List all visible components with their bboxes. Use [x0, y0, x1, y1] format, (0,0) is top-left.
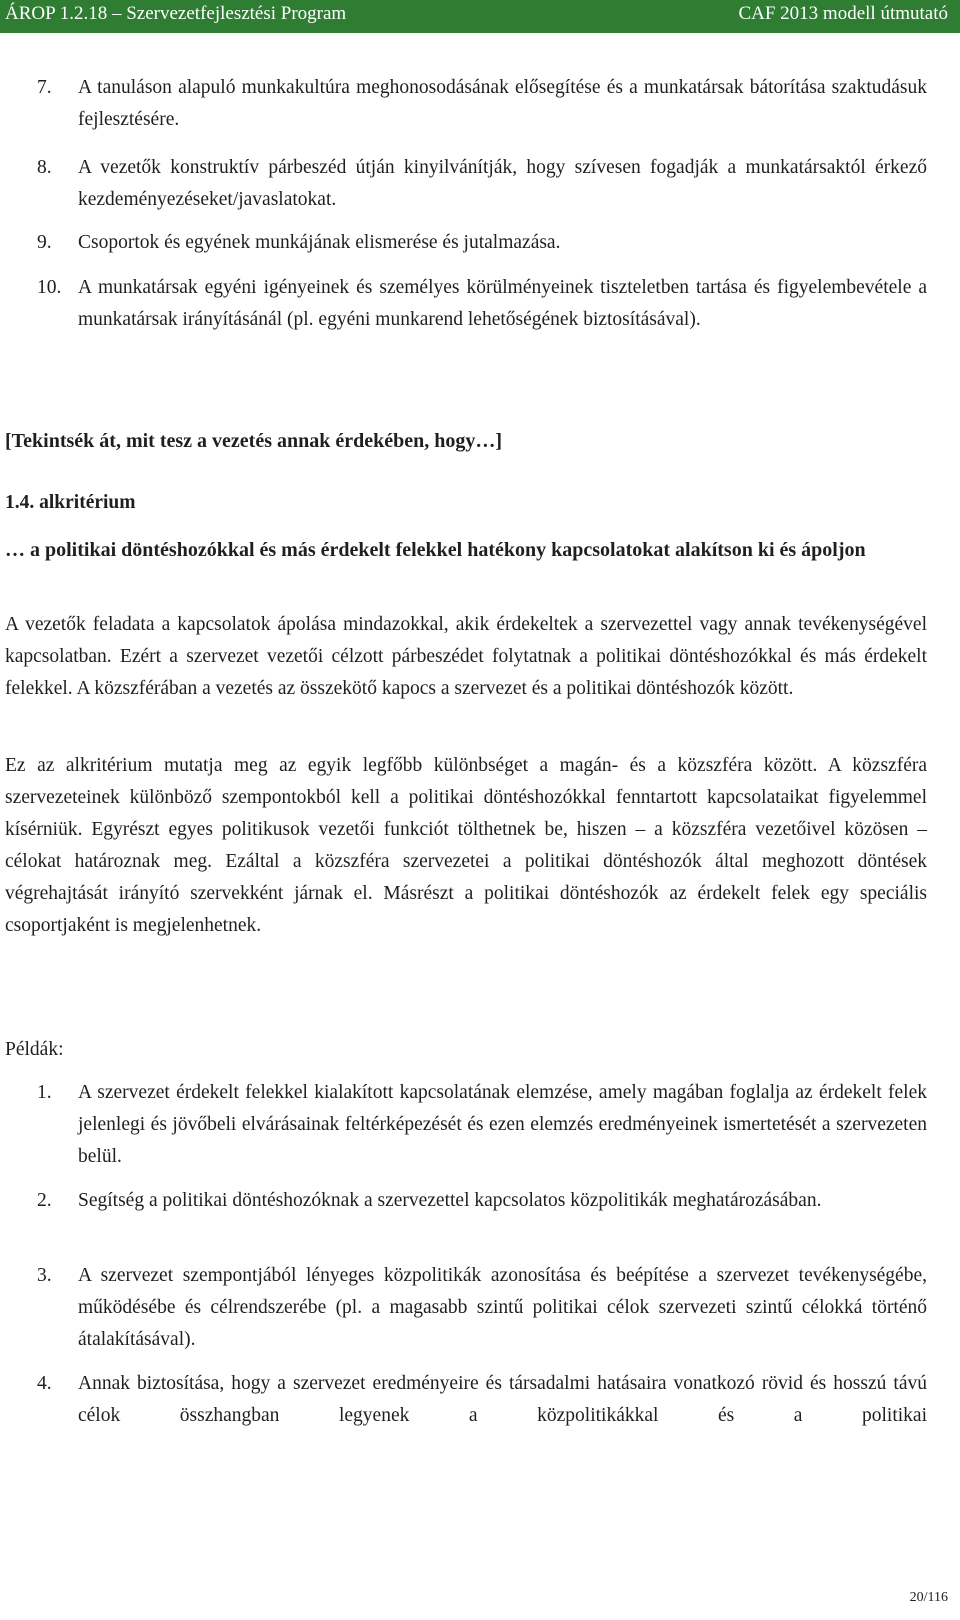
example-item — [5, 1185, 927, 1217]
page-header — [0, 0, 960, 33]
example-item-text: Annak biztosítása, hogy a szervezet eredményeire és társadalmi hatásaira vonatkozó rövid és hosszú távú célok összhangban legyenek a közpolitikákkal és a politikai — [78, 1373, 927, 1426]
list-item-text: Csoportok és egyének munkájának elismerése és jutalmazása. — [78, 232, 561, 253]
example-item-number: 4. — [37, 1373, 52, 1394]
example-item-number: 3. — [37, 1265, 52, 1286]
example-item — [5, 1368, 927, 1432]
subcriterion-heading: … a politikai döntéshozókkal és más érdekelt felekkel hatékony kapcsolatokat alakítson ki és ápoljon — [5, 539, 866, 561]
list-item-number: 7. — [37, 77, 52, 98]
list-item — [5, 152, 927, 216]
list-item-number: 8. — [37, 157, 52, 178]
example-item-number: 1. — [37, 1082, 52, 1103]
example-item-text: Segítség a politikai döntéshozóknak a szervezettel kapcsolatos közpolitikák meghatározásában. — [78, 1190, 822, 1211]
examples-label: Példák: — [5, 1039, 64, 1060]
body-paragraph: A vezetők feladata a kapcsolatok ápolása mindazokkal, akik érdekeltek a szervezettel vagy annak tevékenységével kapcsolatban. Ezért a szervezet vezetői célzott párbeszédet folytatnak a politikai döntéshozókkal és más érdekelt felekkel. A közszférában a vezetés az összekötő kapocs a szervezet és a politikai döntéshozók között. — [5, 614, 927, 699]
subcriterion-title: 1.4. alkritérium — [5, 492, 136, 513]
list-item — [5, 227, 927, 259]
example-item-text: A szervezet szempontjából lényeges közpolitikák azonosítása és beépítése a szervezet tevékenységébe, működésébe és célrendszerébe (pl. a magasabb szintű politikai célok szervezeti szintű célokká történő átalakításával). — [78, 1265, 927, 1350]
list-item-text: A vezetők konstruktív párbeszéd útján kinyilvánítják, hogy szívesen fogadják a munkatársaktól érkező kezdeményezéseket/javaslatokat. — [78, 157, 927, 210]
list-item-number: 9. — [37, 232, 52, 253]
example-item-number: 2. — [37, 1190, 52, 1211]
example-item-text: A szervezet érdekelt felekkel kialakított kapcsolatának elemzése, amely magában foglalja az érdekelt felek jelenlegi és jövőbeli elvárásainak feltérképezését és ezen elemzés eredményeinek ismertetését a szervezeten belül. — [78, 1082, 927, 1167]
header-program-title: ÁROP 1.2.18 – Szervezetfejlesztési Program — [5, 3, 347, 24]
list-item — [5, 72, 927, 136]
body-paragraph: Ez az alkritérium mutatja meg az egyik legfőbb különbséget a magán- és a közszféra között. A közszféra szervezeteinek különböző szempontokból kell a politikai döntéshozókkal fenntartott kapcsolataikat figyelemmel kísérniük. Egyrészt egyes politikusok vezetői funkciót tölthetnek be, hiszen – a közszféra vezetőivel közösen – célokat határoznak meg. Ezáltal a közszféra szervezetei a politikai döntéshozók által meghozott döntések végrehajtását irányító szervekként járnak el. Másrészt a politikai döntéshozók az érdekelt felek egy speciális csoportjaként is megjelenhetnek. — [5, 755, 927, 936]
example-item — [5, 1077, 927, 1173]
example-item — [5, 1260, 927, 1356]
list-item-text: A tanuláson alapuló munkakultúra meghonosodásának elősegítése és a munkatársak bátorítása szaktudásuk fejlesztésére. — [78, 77, 927, 130]
page-number: 20/116 — [909, 1590, 948, 1605]
header-document-title: CAF 2013 modell útmutató — [738, 3, 948, 24]
list-item-text: A munkatársak egyéni igényeinek és személyes körülményeinek tiszteletben tartása és figyelembevétele a munkatársak irányításánál (pl. egyéni munkarend lehetőségének biztosításával). — [78, 277, 927, 330]
list-item-number: 10. — [37, 277, 62, 298]
review-heading: [Tekintsék át, mit tesz a vezetés annak érdekében, hogy…] — [5, 430, 503, 452]
list-item — [5, 272, 927, 336]
